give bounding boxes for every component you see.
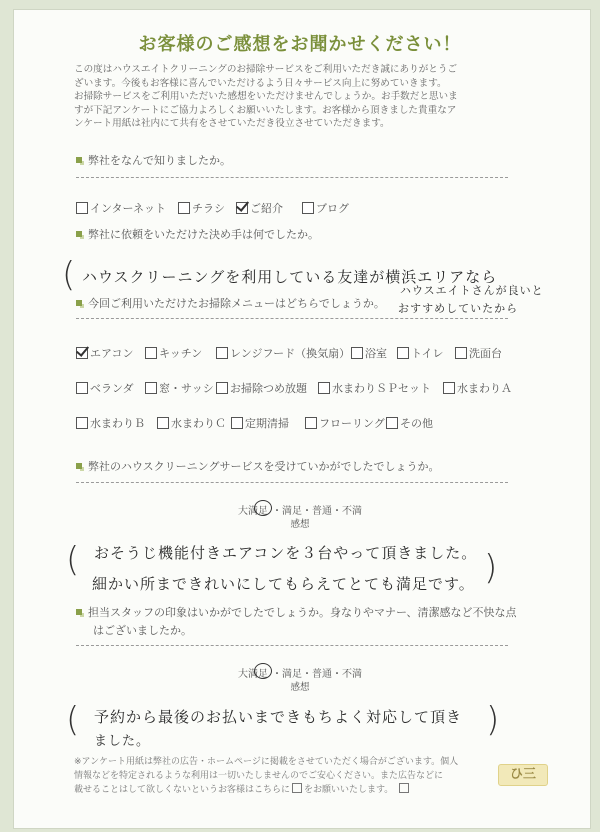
option-kitchen[interactable]: キッチン	[145, 345, 202, 361]
handwritten-answer: おそうじ機能付きエアコンを３台やって頂きました。	[94, 544, 478, 562]
rating-options[interactable]: ・満足・普通・不満	[272, 506, 362, 517]
option-all-you-can-clean[interactable]: お掃除つめ放題	[216, 380, 307, 396]
stamp-badge: ひ三	[498, 764, 548, 786]
intro-line: ンケート用紙は社内にて共有をさせていただき役立させていただきます。	[74, 118, 390, 130]
checkbox[interactable]	[145, 382, 157, 394]
survey-title: お客様のご感想をお聞かせください！	[138, 34, 462, 55]
checkbox[interactable]	[302, 202, 314, 214]
option-bathroom[interactable]: 浴室	[351, 345, 387, 361]
question-label: 弊社のハウスクリーニングサービスを受けていかがでしたでしょうか。	[88, 460, 440, 473]
option-referral[interactable]: ご紹介	[236, 200, 283, 216]
handwritten-answer: 予約から最後のお払いまできもちよく対応して頂き	[94, 708, 463, 726]
option-flyer[interactable]: チラシ	[178, 200, 225, 216]
option-aircon[interactable]: エアコン	[76, 345, 133, 361]
selection-circle-icon	[254, 500, 272, 516]
option-other[interactable]: その他	[386, 415, 433, 431]
ad-optout-checkbox[interactable]	[292, 783, 302, 793]
feedback-label: 感想	[290, 682, 310, 693]
checkbox[interactable]	[386, 417, 398, 429]
checkbox[interactable]	[76, 202, 88, 214]
service-rating[interactable]	[0, 498, 600, 517]
checkbox[interactable]	[157, 417, 169, 429]
option-washbasin[interactable]: 洗面台	[455, 345, 502, 361]
intro-line: この度はハウスエイトクリーニングのお掃除サービスをご利用いただき誠にありがとうご	[74, 64, 458, 75]
option-flooring[interactable]: フローリング	[305, 415, 385, 431]
feedback-label: 感想	[290, 519, 310, 530]
rating-options[interactable]: ・満足・普通・不満	[272, 669, 362, 680]
handwritten-answer: ハウスクリーニングを利用している友達が横浜エリアなら	[82, 268, 498, 286]
checkbox[interactable]	[216, 347, 228, 359]
checkbox-checked[interactable]	[76, 347, 88, 359]
checkbox-checked[interactable]	[236, 202, 248, 214]
footer-note	[74, 756, 524, 798]
square-bullet-icon	[76, 609, 82, 615]
checkbox[interactable]	[443, 382, 455, 394]
checkbox[interactable]	[397, 347, 409, 359]
handwritten-answer: 細かい所まできれいにしてもらえてとても満足です。	[92, 575, 475, 593]
question-label: 担当スタッフの印象はいかがでしたでしょうか。身なりやマナー、清潔感など不快な点	[88, 606, 517, 619]
checkbox[interactable]	[216, 382, 228, 394]
staff-rating[interactable]	[0, 661, 600, 680]
handwritten-paren-right: )	[484, 548, 498, 588]
footer-line: ※アンケート用紙は弊社の広告・ホームページに掲載をさせていただく場合がございます。個人	[74, 757, 459, 767]
selection-circle-icon	[254, 663, 272, 679]
checkbox[interactable]	[76, 417, 88, 429]
handwritten-paren-right: )	[486, 700, 500, 740]
footer-line: 情報などを特定されるような利用は一切いたしませんのでご安心ください。また広告などに	[74, 770, 444, 781]
checkbox[interactable]	[455, 347, 467, 359]
option-water-b[interactable]: 水まわりＢ	[76, 415, 145, 431]
checkbox[interactable]	[178, 202, 190, 214]
intro-line: ざいます。今後もお客様に喜んでいただけるよう日々サービス向上に努めていきます。	[74, 77, 447, 89]
intro-line: お掃除サービスをご利用いただいた感想をいただけませんでしょうか。お手数だと思いま	[74, 91, 458, 103]
question-label: 弊社に依頼をいただけた決め手は何でしたか。	[88, 228, 319, 241]
rating-selected[interactable]: 大満足	[238, 506, 268, 517]
question-staff-impression	[76, 604, 517, 620]
question-label: 今回ご利用いただけたお掃除メニューはどちらでしょうか。	[88, 297, 385, 310]
rating-selected[interactable]: 大満足	[238, 669, 268, 680]
option-window-sash[interactable]: 窓・サッシ	[145, 380, 214, 396]
handwritten-answer: ました。	[94, 734, 151, 749]
question-service-satisfaction	[76, 458, 439, 474]
option-water-a[interactable]: 水まわりＡ	[443, 380, 512, 396]
square-bullet-icon	[76, 300, 82, 306]
handwritten-answer-sub: おすすめしていたから	[398, 302, 519, 315]
checkbox[interactable]	[351, 347, 363, 359]
square-bullet-icon	[76, 463, 82, 469]
option-water-c[interactable]: 水まわりＣ	[157, 415, 226, 431]
square-bullet-icon	[76, 231, 82, 237]
question-how-found	[76, 152, 231, 168]
footer-line: 載せることはして欲しくないというお客様はこちらに をお願いいたします。	[74, 783, 524, 798]
question-label: 弊社をなんで知りましたか。	[88, 154, 231, 167]
handwritten-paren-left: (	[62, 255, 76, 295]
checkbox[interactable]	[231, 417, 243, 429]
intro-line: すが下記アンケートにご協力よろしくお願いいたします。お客様から頂きました貴重なア	[74, 104, 457, 116]
question-label-cont: はございましたか。	[93, 624, 192, 637]
divider	[76, 318, 508, 319]
question-deciding-factor	[76, 226, 319, 242]
question-menu-used	[76, 295, 385, 311]
checkbox[interactable]	[318, 382, 330, 394]
square-bullet-icon	[76, 157, 82, 163]
option-internet[interactable]: インターネット	[76, 200, 166, 216]
intro-text	[74, 63, 534, 131]
option-blog[interactable]: ブログ	[302, 200, 349, 216]
checkbox[interactable]	[145, 347, 157, 359]
divider	[76, 645, 508, 646]
handwritten-answer-sub: ハウスエイトさんが良いと	[400, 284, 544, 297]
ad-optout-checkbox[interactable]	[399, 783, 409, 793]
divider	[76, 177, 508, 178]
option-water-sp-set[interactable]: 水まわりＳＰセット	[318, 380, 431, 396]
handwritten-paren-left: (	[66, 700, 80, 740]
checkbox[interactable]	[76, 382, 88, 394]
option-regular-cleaning[interactable]: 定期清掃	[231, 415, 289, 431]
option-veranda[interactable]: ベランダ	[76, 380, 134, 396]
divider	[76, 482, 508, 483]
option-toilet[interactable]: トイレ	[397, 345, 443, 361]
option-range-hood[interactable]: レンジフード（換気扇）	[216, 345, 350, 361]
handwritten-paren-left: (	[66, 540, 80, 580]
checkbox[interactable]	[305, 417, 317, 429]
